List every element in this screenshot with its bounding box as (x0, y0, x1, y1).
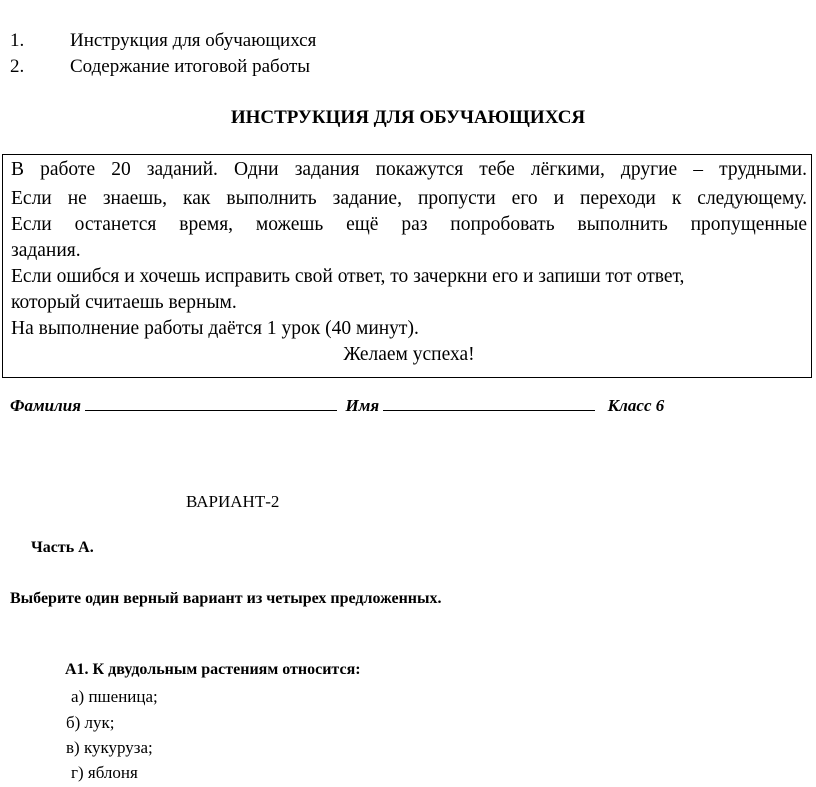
toc-number: 2. (10, 56, 25, 77)
question-title: А1. К двудольным растениям относится: (65, 661, 361, 678)
instruction-line: На выполнение работы даётся 1 урок (40 минут). (11, 318, 419, 339)
instruction-line: задания. (11, 240, 81, 261)
variant-title: ВАРИАНТ-2 (186, 492, 280, 511)
instruction-line: В работе 20 заданий. Одни задания покажутся тебе лёгкими, другие – трудными. (11, 159, 807, 180)
answer-option: г) яблоня (71, 763, 138, 782)
student-fields (10, 396, 664, 416)
toc-text: Инструкция для обучающихся (70, 30, 317, 51)
class-label: Класс 6 (607, 396, 665, 415)
answer-option: б) лук; (66, 713, 115, 732)
instruction-line: Если ошибся и хочешь исправить свой ответ, то зачеркни его и запиши тот ответ, (11, 266, 685, 287)
surname-field[interactable] (85, 396, 337, 411)
toc-item (10, 56, 510, 80)
task-instruction: Выберите один верный вариант из четырех предложенных. (10, 590, 442, 607)
closing-line: Желаем успеха! (343, 344, 475, 365)
answer-option: в) кукуруза; (66, 738, 153, 757)
instruction-line: Если не знаешь, как выполнить задание, пропусти его и переходи к следующему. (11, 188, 807, 209)
instruction-line: который считаешь верным. (11, 292, 237, 313)
name-label: Имя (345, 396, 380, 415)
surname-label: Фамилия (10, 396, 81, 415)
instruction-line: Если останется время, можешь ещё раз попробовать выполнить пропущенные (11, 214, 807, 235)
toc-text: Содержание итоговой работы (70, 56, 311, 77)
instruction-heading: ИНСТРУКЦИЯ ДЛЯ ОБУЧАЮЩИХСЯ (230, 107, 586, 128)
part-title: Часть А. (31, 539, 94, 556)
toc-number: 1. (10, 30, 25, 51)
name-field[interactable] (383, 396, 595, 411)
toc-item (10, 30, 510, 54)
answer-option: а) пшеница; (71, 687, 158, 706)
instruction-box (2, 154, 812, 378)
